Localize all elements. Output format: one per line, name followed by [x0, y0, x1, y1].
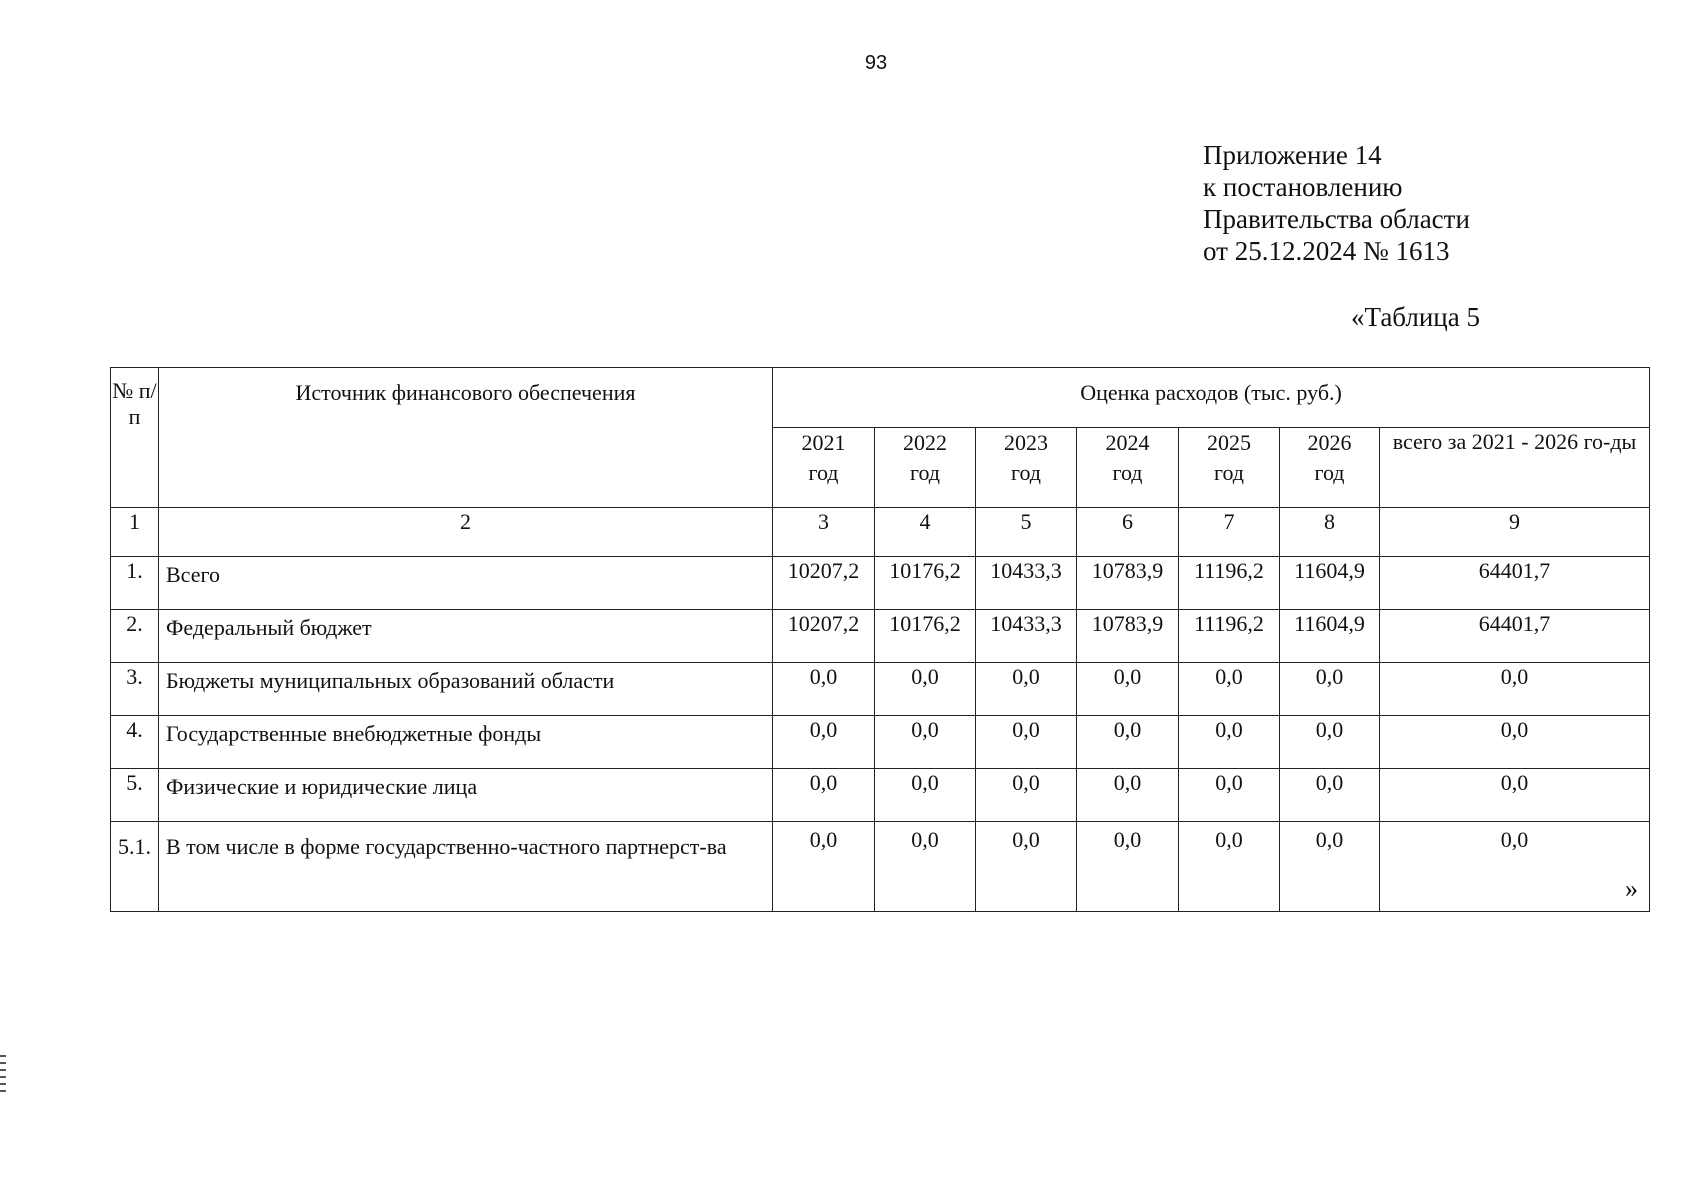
year-unit: год [1213, 460, 1245, 485]
row-year-value: 0,0 [1280, 663, 1380, 716]
row-source-name: Федеральный бюджет [159, 610, 773, 663]
column-number: 6 [1077, 508, 1179, 557]
column-number: 7 [1179, 508, 1280, 557]
row-year-value: 10783,9 [1077, 610, 1179, 663]
header-estimate: Оценка расходов (тыс. руб.) [773, 368, 1650, 428]
row-number: 4. [111, 716, 159, 769]
column-number-row [111, 508, 1650, 557]
row-year-value: 0,0 [773, 822, 875, 912]
row-year-value: 0,0 [976, 663, 1077, 716]
row-year-value: 10176,2 [875, 610, 976, 663]
row-total: 0,0 [1380, 663, 1650, 716]
column-number: 2 [159, 508, 773, 557]
row-number: 1. [111, 557, 159, 610]
row-number: 5. [111, 769, 159, 822]
column-number: 1 [111, 508, 159, 557]
appendix-line: Приложение 14 [1203, 140, 1382, 170]
row-year-value: 0,0 [1179, 663, 1280, 716]
row-year-value: 10176,2 [875, 557, 976, 610]
scan-artifact [0, 1055, 6, 1095]
row-year-value: 0,0 [1280, 769, 1380, 822]
row-year-value: 10433,3 [976, 610, 1077, 663]
row-total: 0,0 [1380, 822, 1650, 912]
row-total: 0,0 [1380, 716, 1650, 769]
row-source-name: Физические и юридические лица [159, 769, 773, 822]
row-year-value: 0,0 [1077, 663, 1179, 716]
row-year-value: 0,0 [1077, 822, 1179, 912]
header-year [1280, 428, 1380, 508]
column-number: 4 [875, 508, 976, 557]
table-row [111, 716, 1650, 769]
row-year-value: 0,0 [1179, 769, 1280, 822]
row-year-value: 0,0 [875, 769, 976, 822]
table-row [111, 663, 1650, 716]
row-total: 64401,7 [1380, 610, 1650, 663]
table-caption: «Таблица 5 [1351, 302, 1480, 332]
header-source: Источник финансового обеспечения [159, 368, 773, 508]
header-year [875, 428, 976, 508]
row-source-name: Всего [159, 557, 773, 610]
row-year-value: 0,0 [1077, 716, 1179, 769]
column-number: 9 [1380, 508, 1650, 557]
year-unit: год [808, 460, 839, 485]
row-year-value: 0,0 [1077, 769, 1179, 822]
row-source-name: В том числе в форме государственно-частного партнерст-ва [159, 822, 773, 912]
header-year [1179, 428, 1280, 508]
table-row [111, 610, 1650, 663]
row-year-value: 0,0 [976, 822, 1077, 912]
row-total: 64401,7 [1380, 557, 1650, 610]
appendix-line: к постановлению [1203, 172, 1403, 202]
row-year-value: 0,0 [875, 716, 976, 769]
header-total: всего за 2021 - 2026 го-ды [1380, 428, 1650, 508]
table-row [111, 557, 1650, 610]
row-year-value: 10783,9 [1077, 557, 1179, 610]
year-value: 2025 [1207, 430, 1251, 455]
appendix-line: Правительства области [1203, 204, 1470, 234]
column-number: 5 [976, 508, 1077, 557]
year-value: 2023 [1004, 430, 1048, 455]
year-value: 2024 [1105, 430, 1150, 455]
row-year-value: 10207,2 [773, 557, 875, 610]
year-value: 2022 [903, 430, 947, 455]
table-row [111, 769, 1650, 822]
row-year-value: 0,0 [976, 769, 1077, 822]
row-year-value: 0,0 [976, 716, 1077, 769]
header-year [773, 428, 875, 508]
row-year-value: 10433,3 [976, 557, 1077, 610]
row-total: 0,0 [1380, 769, 1650, 822]
column-number: 8 [1280, 508, 1380, 557]
row-year-value: 0,0 [875, 822, 976, 912]
row-source-name: Государственные внебюджетные фонды [159, 716, 773, 769]
row-year-value: 11196,2 [1179, 610, 1280, 663]
row-year-value: 0,0 [773, 663, 875, 716]
year-value: 2026 [1307, 430, 1352, 455]
header-year [976, 428, 1077, 508]
row-year-value: 11604,9 [1280, 557, 1380, 610]
year-unit: год [1112, 460, 1143, 485]
row-number: 2. [111, 610, 159, 663]
appendix-block [1203, 139, 1470, 267]
column-number: 3 [773, 508, 875, 557]
appendix-line: от 25.12.2024 № 1613 [1203, 236, 1450, 266]
year-unit: год [1010, 460, 1042, 485]
row-year-value: 0,0 [1179, 822, 1280, 912]
header-year [1077, 428, 1179, 508]
row-number: 5.1. [111, 822, 159, 912]
header-number: № п/п [111, 368, 159, 508]
table-row [111, 822, 1650, 912]
row-year-value: 0,0 [1280, 716, 1380, 769]
page-number: 93 [864, 52, 888, 74]
row-source-name: Бюджеты муниципальных образований области [159, 663, 773, 716]
row-year-value: 0,0 [875, 663, 976, 716]
row-year-value: 10207,2 [773, 610, 875, 663]
year-value: 2021 [801, 430, 846, 455]
row-year-value: 0,0 [773, 769, 875, 822]
row-year-value: 11196,2 [1179, 557, 1280, 610]
row-year-value: 0,0 [773, 716, 875, 769]
year-unit: год [1314, 460, 1345, 485]
row-number: 3. [111, 663, 159, 716]
row-year-value: 0,0 [1179, 716, 1280, 769]
financing-table [110, 367, 1650, 912]
closing-quote: » [1625, 874, 1638, 903]
row-year-value: 11604,9 [1280, 610, 1380, 663]
year-unit: год [909, 460, 941, 485]
row-year-value: 0,0 [1280, 822, 1380, 912]
